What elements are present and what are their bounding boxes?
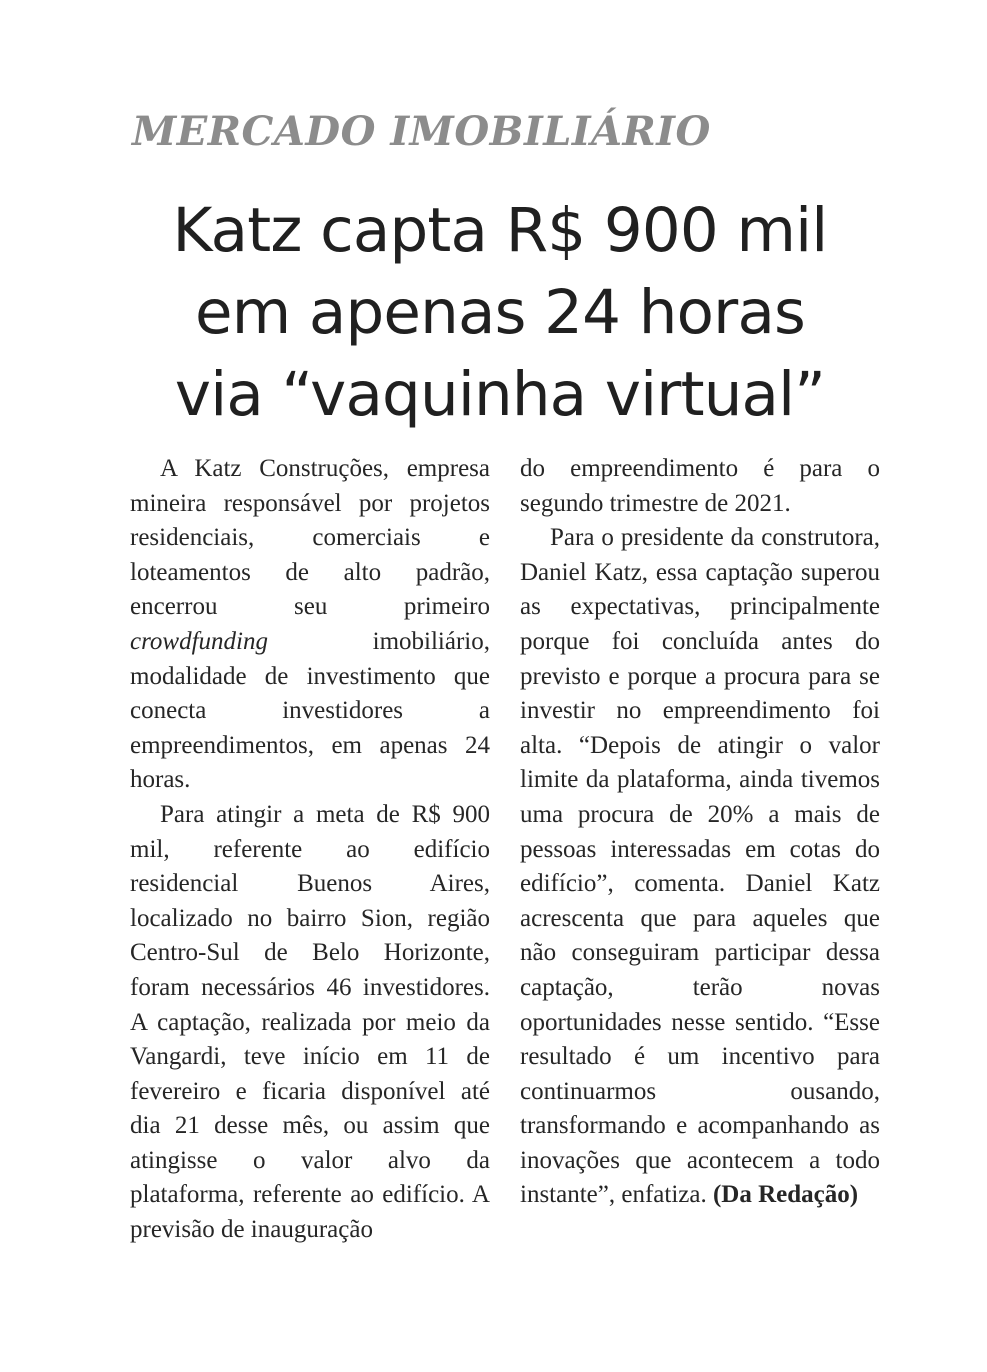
headline-line-1: Katz capta R$ 900 mil [172, 195, 828, 266]
paragraph-intro-end: imobiliário, modalidade de investimento que conecta investidores a empreendimentos, em apenas 24 horas. [130, 627, 490, 794]
paragraph-goal: Para atingir a meta de R$ 900 mil, referente ao edifício residencial Buenos Aires, localizado no bairro Sion, região Centro-Sul de Belo Horizonte, foram necessários 46 investidores. A captação, realizada por meio da Vangardi, teve início em 11 de fevereiro e ficaria disponível até dia 21 desse mês, ou assim que atingisse o valor alvo da plataforma, referente ao edifício. A previsão de inauguração [130, 800, 490, 1244]
headline-line-2: em apenas 24 horas [194, 277, 806, 348]
headline [100, 190, 900, 436]
article-credit: (Da Redação) [712, 1181, 859, 1209]
paragraph-president-quote [520, 521, 880, 1213]
paragraph-president-text: Para o presidente da construtora, Daniel Katz, essa captação superou as expectativas, principalmente porque foi concluída antes do previsto e porque a procura para se investir no empreendimento foi alta. “Depois de atingir o valor limite da plataforma, ainda tivemos uma procura de 20% a mais de pessoas interessadas em cotas do edifício”, comenta. Daniel Katz acrescenta que para aqueles que não conseguiram participar dessa captação, terão novas oportunidades nesse sentido. “Esse resultado é um incentivo para continuarmos ousando, transformando e acompanhando as inovações que acontecem a todo instante”, enfatiza. [520, 524, 880, 1209]
section-kicker: MERCADO IMOBILIÁRIO [132, 108, 711, 155]
headline-line-3: via “vaquinha virtual” [174, 359, 826, 430]
paragraph-goal-continued: do empreendimento é para o segundo trimestre de 2021. [520, 455, 880, 517]
crowdfunding-term: crowdfunding [130, 627, 268, 655]
article-column-left [130, 452, 490, 1248]
article-column-right [520, 452, 880, 1213]
paragraph-intro [130, 452, 490, 798]
paragraph-intro-start: A Katz Construções, empresa mineira responsável por projetos residenciais, comerciais e loteamentos de alto padrão, encerrou seu primeiro [130, 455, 490, 621]
